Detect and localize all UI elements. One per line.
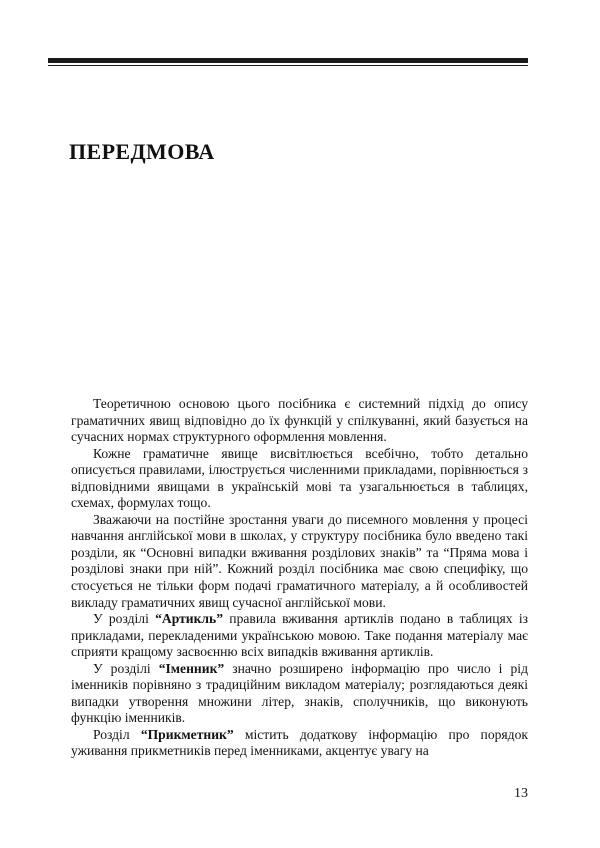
section-term-adjective: “Прикметник” bbox=[140, 726, 234, 742]
body-text bbox=[71, 396, 528, 760]
paragraph-3: Зважаючи на постійне зростання уваги до писемного мовлення у процесі навчання англійської мови в школах, у структуру посібника було введено такі розділи, як “Основні випадки вживання розділових знаків” та “Пряма мова і розділові знаки при ній”. Кожний розділ посібника має свою специфіку, що стосується не тільки форм подачі граматичного матеріалу, а й особливостей викладу граматичних явищ сучасної англійської мови. bbox=[71, 511, 528, 610]
paragraph-6-tail: містить додаткову інформацію про порядок уживання прикметників перед іменниками, акцентує увагу на bbox=[71, 726, 528, 759]
paragraph-2: Кожне граматичне явище висвітлюється всебічно, тобто детально описується правилами, ілюструється численними прикладами, порівнюється з відповідними явищами в українській мові та узагальнюється в таблицях, схемах, формулах тощо. bbox=[71, 445, 528, 511]
paragraph-4 bbox=[71, 611, 528, 661]
paragraph-6-lead: Розділ bbox=[93, 726, 141, 742]
section-term-article: “Артикль” bbox=[155, 611, 224, 627]
paragraph-1: Теоретичною основою цього посібника є системний підхід до опису граматичних явищ відповідно до їх функцій у спілкуванні, який базується на сучасних нормах структурного оформлення мовлення. bbox=[71, 396, 528, 445]
section-term-noun: “Іменник” bbox=[158, 660, 225, 676]
paragraph-6 bbox=[71, 727, 528, 760]
paragraph-5 bbox=[71, 661, 528, 727]
paragraph-5-lead: У розділі bbox=[93, 660, 159, 676]
paragraph-4-lead: У розділі bbox=[93, 611, 156, 627]
paragraph-4-tail: правила вживання артиклів подано в таблицях із прикладами, перекладеними українською мовою. Таке подання матеріалу має сприяти кращому засвоєнню всіх випадків вживання артиклів. bbox=[71, 611, 528, 660]
page-title: ПЕРЕДМОВА bbox=[69, 138, 215, 164]
paragraph-5-tail: значно розширено інформацію про число і рід іменників порівняно з традиційним викладом матеріалу; розглядаються деякі випадки утворення множини літер, знаків, сполучників, що виконують функцію іменників. bbox=[71, 660, 528, 726]
header-double-rule bbox=[48, 58, 528, 66]
rule-thin-line bbox=[48, 65, 528, 66]
page-number: 13 bbox=[514, 786, 528, 801]
